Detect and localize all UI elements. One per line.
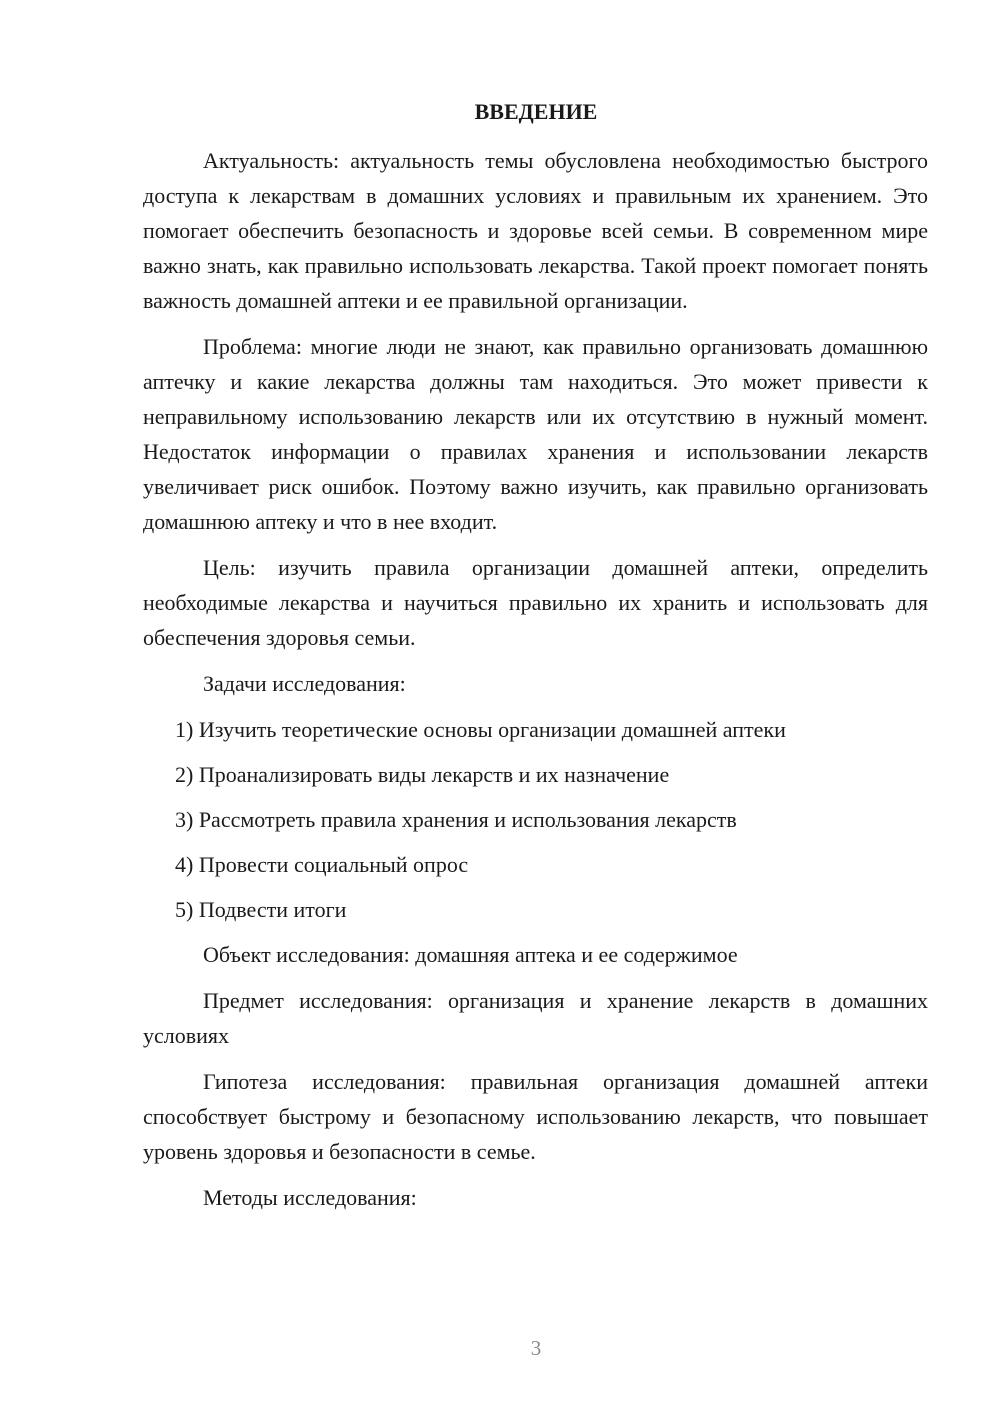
- hypothesis-paragraph: Гипотеза исследования: правильная организация домашней аптеки способствует быстрому и безопасному использованию лекарств, что повышает уровень здоровья и безопасности в семье.: [143, 1069, 928, 1164]
- problem-paragraph: Проблема: многие люди не знают, как правильно организовать домашнюю аптечку и какие лекарства должны там находиться. Это может привести к неправильному использованию лекарств или их отсутствию в нужный момент. Недостаток информации о правилах хранения и использовании лекарств увеличивает риск ошибок. Поэтому важно изучить, как правильно организовать домашнюю аптеку и что в нее входит.: [143, 334, 928, 534]
- task-item: 2) Проанализировать виды лекарств и их назначение: [175, 762, 670, 787]
- body-text: [143, 143, 928, 1226]
- subject-paragraph: Предмет исследования: организация и хранение лекарств в домашних условиях: [143, 988, 928, 1048]
- section-heading: ВВЕДЕНИЕ: [474, 99, 598, 124]
- goal-paragraph: Цель: изучить правила организации домашней аптеки, определить необходимые лекарства и научиться правильно их хранить и использовать для обеспечения здоровья семьи.: [143, 555, 928, 650]
- task-item: 3) Рассмотреть правила хранения и использования лекарств: [175, 807, 737, 832]
- page-number: 3: [530, 1336, 542, 1360]
- relevance-paragraph: Актуальность: актуальность темы обусловлена необходимостью быстрого доступа к лекарствам в домашних условиях и правильным их хранением. Это помогает обеспечить безопасность и здоровье всей семьи. В современном мире важно знать, как правильно использовать лекарства. Такой проект помогает понять важность домашней аптеки и ее правильной организации.: [143, 148, 928, 313]
- task-item: 5) Подвести итоги: [175, 897, 347, 922]
- task-item: 1) Изучить теоретические основы организации домашней аптеки: [175, 717, 786, 742]
- object-paragraph: Объект исследования: домашняя аптека и ее содержимое: [203, 942, 738, 967]
- task-item: 4) Провести социальный опрос: [175, 852, 469, 877]
- methods-heading: Методы исследования:: [203, 1185, 417, 1210]
- tasks-heading: Задачи исследования:: [203, 671, 406, 696]
